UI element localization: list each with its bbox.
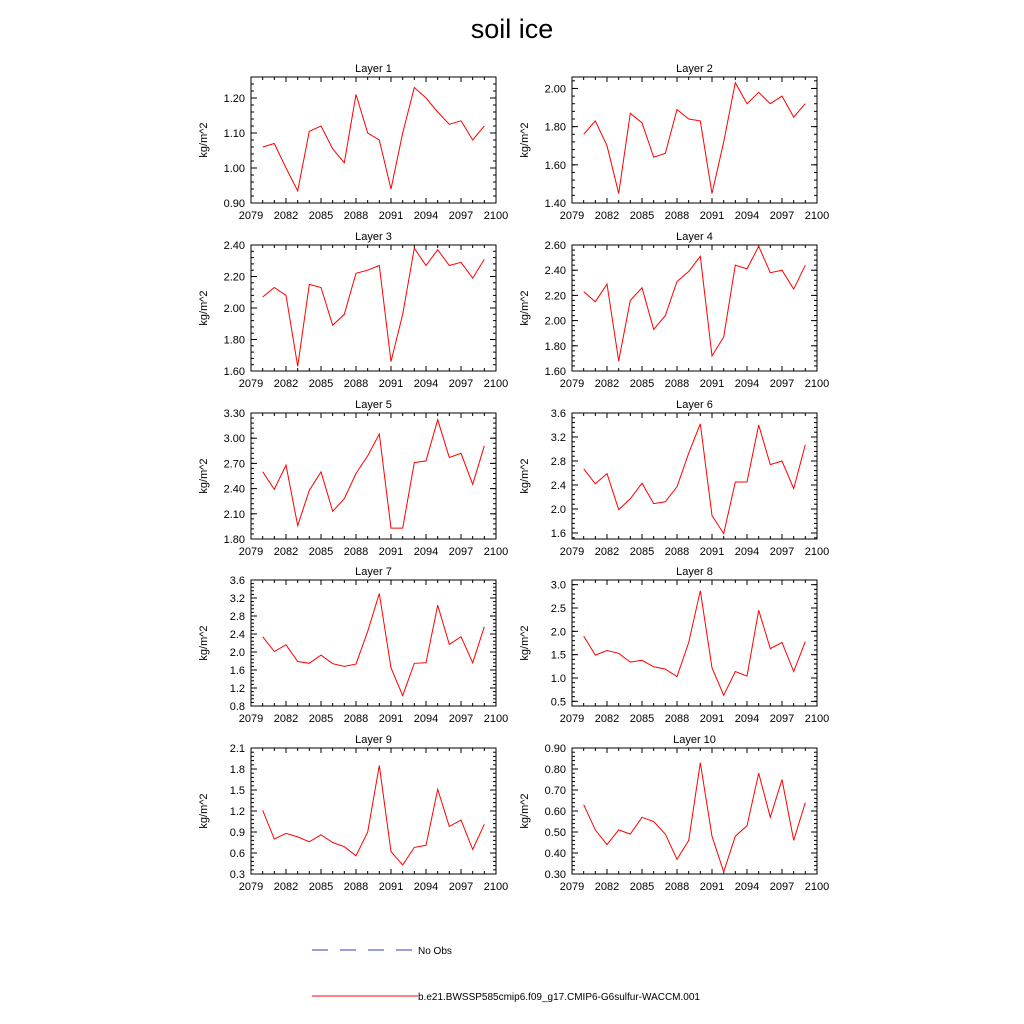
x-tick-label: 2100 [483,378,509,390]
y-tick-label: 3.00 [223,433,245,446]
x-tick-label: 2094 [734,378,760,390]
plot-frame [572,413,817,539]
x-tick-label: 2091 [699,713,725,725]
x-tick-label: 2097 [448,713,474,725]
x-tick-label: 2100 [804,713,830,725]
x-tick-label: 2100 [483,210,509,222]
panel-layer-5 [198,399,508,558]
x-tick-label: 2100 [483,546,509,558]
y-tick-label: 0.60 [544,806,566,818]
y-tick-label: 0.5 [550,696,566,709]
y-tick-label: 0.90 [544,743,566,755]
x-tick-label: 2097 [769,546,795,558]
x-tick-label: 2094 [734,210,760,222]
x-tick-label: 2088 [343,210,369,222]
y-tick-label: 2.00 [544,315,566,328]
plot-frame [572,77,817,203]
panel-title: Layer 9 [355,734,392,746]
x-tick-label: 2097 [448,546,474,558]
panel-title: Layer 1 [355,63,392,75]
x-tick-label: 2082 [273,546,299,558]
y-tick-label: 2.40 [544,265,566,278]
x-tick-label: 2091 [378,713,404,725]
y-tick-label: 1.80 [544,121,566,134]
x-tick-label: 2085 [308,210,334,222]
y-tick-label: 0.40 [544,848,566,860]
y-tick-label: 1.5 [550,649,566,662]
panel-layer-9 [198,734,508,893]
y-tick-label: 0.30 [544,869,566,881]
y-tick-label: 1.5 [229,785,245,797]
panel-layer-6 [519,399,829,558]
x-tick-label: 2097 [769,713,795,725]
x-tick-label: 2091 [699,546,725,558]
y-tick-label: 1.80 [544,340,566,353]
y-tick-label: 1.80 [223,534,245,546]
x-tick-label: 2085 [308,713,334,725]
plot-frame [251,748,496,874]
y-tick-label: 2.40 [223,483,245,496]
x-tick-label: 2094 [413,713,439,725]
x-tick-label: 2100 [483,881,509,893]
x-tick-label: 2094 [734,713,760,725]
y-tick-label: 2.00 [544,83,566,96]
x-tick-label: 2091 [378,881,404,893]
y-tick-label: 2.0 [550,504,566,516]
series-line [263,594,485,696]
x-tick-label: 2082 [594,378,620,390]
y-tick-label: 0.50 [544,827,566,839]
x-tick-label: 2097 [448,210,474,222]
y-tick-label: 2.8 [550,456,566,468]
x-tick-label: 2082 [273,378,299,390]
y-tick-label: 1.80 [223,334,245,347]
x-tick-label: 2094 [413,881,439,893]
y-tick-label: 2.20 [544,290,566,303]
series-line [263,88,485,191]
x-tick-label: 2085 [629,378,655,390]
series-line [584,83,806,194]
panel-layer-8 [519,566,829,725]
series-line [584,763,806,872]
y-tick-label: 2.60 [544,240,566,252]
y-tick-label: 3.6 [550,408,566,420]
y-tick-label: 0.90 [223,198,245,210]
y-tick-label: 2.5 [550,603,566,615]
x-tick-label: 2079 [559,881,585,893]
y-tick-label: 1.2 [229,806,245,818]
y-tick-label: 1.40 [544,198,566,210]
x-tick-label: 2100 [804,546,830,558]
x-tick-label: 2094 [413,378,439,390]
y-tick-label: 1.20 [223,93,245,105]
panel-title: Layer 8 [676,566,713,578]
x-tick-label: 2079 [238,881,264,893]
y-tick-label: 1.60 [223,366,245,378]
x-tick-label: 2100 [804,210,830,222]
y-tick-label: 2.4 [229,629,245,641]
y-tick-label: 1.60 [544,159,566,172]
y-axis-label: kg/m^2 [519,122,531,158]
y-tick-label: 2.1 [229,743,245,755]
x-tick-label: 2094 [413,210,439,222]
x-tick-label: 2079 [559,546,585,558]
x-tick-label: 2079 [238,546,264,558]
y-axis-label: kg/m^2 [198,625,210,661]
panel-title: Layer 10 [673,734,716,746]
x-tick-label: 2082 [594,546,620,558]
x-tick-label: 2079 [238,210,264,222]
chart-title: soil ice [470,14,554,44]
y-tick-label: 0.3 [229,869,245,881]
x-tick-label: 2085 [629,546,655,558]
series-line [263,420,485,528]
panel-title: Layer 5 [355,399,392,411]
y-tick-label: 0.80 [544,764,566,776]
panel-layer-1 [198,63,508,222]
series-line [263,766,485,865]
y-tick-label: 2.0 [550,626,566,639]
x-tick-label: 2097 [769,210,795,222]
x-tick-label: 2085 [629,881,655,893]
plot-frame [251,580,496,706]
x-tick-label: 2079 [559,378,585,390]
x-tick-label: 2085 [629,210,655,222]
y-tick-label: 0.70 [544,785,566,797]
x-tick-label: 2082 [273,713,299,725]
plot-frame [251,77,496,203]
x-tick-label: 2088 [664,881,690,893]
x-tick-label: 2085 [629,713,655,725]
panel-layer-10 [519,734,829,893]
plot-frame [572,748,817,874]
x-tick-label: 2100 [483,713,509,725]
x-tick-label: 2088 [343,713,369,725]
x-tick-label: 2088 [664,546,690,558]
y-axis-label: kg/m^2 [198,290,210,326]
series-line [584,591,806,696]
x-tick-label: 2079 [559,210,585,222]
x-tick-label: 2097 [769,881,795,893]
x-tick-label: 2091 [378,546,404,558]
y-tick-label: 2.8 [229,611,245,623]
panel-layer-4 [519,231,829,390]
y-tick-label: 3.0 [550,579,566,592]
y-tick-label: 3.30 [223,408,245,420]
y-axis-label: kg/m^2 [519,625,531,661]
x-tick-label: 2082 [273,881,299,893]
y-tick-label: 3.2 [550,432,566,444]
y-tick-label: 2.40 [223,240,245,252]
x-tick-label: 2091 [378,378,404,390]
y-tick-label: 3.6 [229,575,245,587]
x-tick-label: 2079 [238,713,264,725]
x-tick-label: 2079 [559,713,585,725]
y-tick-label: 0.6 [229,848,245,860]
panel-layer-2 [519,63,829,222]
panel-title: Layer 4 [676,231,713,243]
y-axis-label: kg/m^2 [198,122,210,158]
x-tick-label: 2082 [273,210,299,222]
x-tick-label: 2082 [594,713,620,725]
x-tick-label: 2082 [594,881,620,893]
x-tick-label: 2085 [308,881,334,893]
panel-layer-7 [198,566,508,725]
x-tick-label: 2085 [308,546,334,558]
x-tick-label: 2091 [378,210,404,222]
x-tick-label: 2097 [769,378,795,390]
x-tick-label: 2088 [664,210,690,222]
y-axis-label: kg/m^2 [519,290,531,326]
x-tick-label: 2097 [448,378,474,390]
y-tick-label: 1.8 [229,764,245,776]
x-tick-label: 2079 [238,378,264,390]
y-tick-label: 1.2 [229,683,245,695]
y-tick-label: 1.0 [550,673,566,685]
panel-title: Layer 2 [676,63,713,75]
x-tick-label: 2094 [413,546,439,558]
legend-model-label: b.e21.BWSSP585cmip6.f09_g17.CMIP6-G6sulfur-WACCM.001 [418,992,700,1003]
y-axis-label: kg/m^2 [519,793,531,829]
legend-obs-label: No Obs [418,946,452,957]
y-axis-label: kg/m^2 [198,793,210,829]
y-tick-label: 2.00 [223,303,245,315]
x-tick-label: 2088 [343,378,369,390]
x-tick-label: 2097 [448,881,474,893]
y-tick-label: 1.10 [223,128,245,140]
panel-title: Layer 3 [355,231,392,243]
x-tick-label: 2100 [804,378,830,390]
y-tick-label: 2.10 [223,508,245,521]
panel-title: Layer 7 [355,566,392,578]
y-tick-label: 0.9 [229,827,245,839]
y-tick-label: 2.70 [223,458,245,471]
x-tick-label: 2094 [734,881,760,893]
y-tick-label: 1.6 [229,665,245,677]
y-tick-label: 2.4 [550,480,566,492]
x-tick-label: 2088 [664,713,690,725]
series-line [584,246,806,361]
y-tick-label: 2.20 [223,271,245,284]
series-line [263,248,485,366]
panel-layer-3 [198,231,508,390]
x-tick-label: 2085 [308,378,334,390]
x-tick-label: 2088 [343,881,369,893]
x-tick-label: 2088 [664,378,690,390]
y-tick-label: 3.2 [229,593,245,605]
series-line [584,424,806,534]
x-tick-label: 2091 [699,881,725,893]
x-tick-label: 2100 [804,881,830,893]
panel-title: Layer 6 [676,399,713,411]
y-tick-label: 1.60 [544,366,566,378]
x-tick-label: 2094 [734,546,760,558]
y-tick-label: 0.8 [229,701,245,713]
y-tick-label: 1.6 [550,528,566,540]
x-tick-label: 2082 [594,210,620,222]
x-tick-label: 2091 [699,210,725,222]
x-tick-label: 2088 [343,546,369,558]
y-axis-label: kg/m^2 [198,458,210,494]
y-tick-label: 1.00 [223,163,245,175]
y-axis-label: kg/m^2 [519,458,531,494]
y-tick-label: 2.0 [229,647,245,659]
x-tick-label: 2091 [699,378,725,390]
